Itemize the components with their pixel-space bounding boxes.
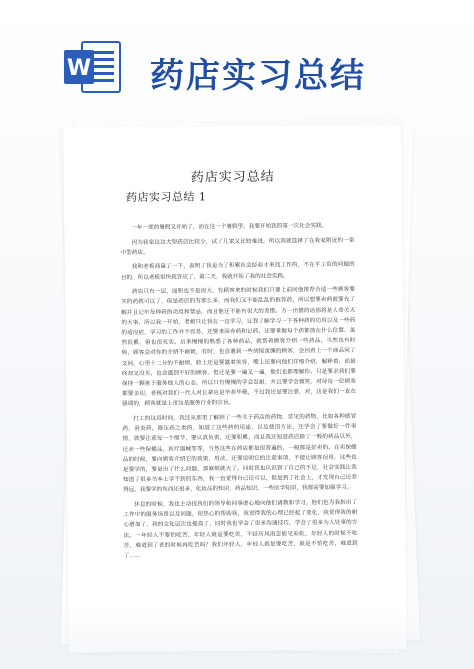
document-body <box>120 221 358 566</box>
document-page <box>63 124 406 653</box>
paragraph: 药店只有一层，面积也不是很大，有顾客来的时候我们只要上前问他推荐合适一些顾客要买的药就可以了，但是药店的有那么多，而我们又不能乱乱的推荐药，所以想要卖药就要先了解并且记牢每种药的功用和禁忌，而且他还不能有很大的差错。方一出错的话那将是人命关天的大事，所以我一开始，老板只让我在一边学习，让我了解学习一下各种药的功用以及一些药的适应症，学习的工作并不容易，还要来回奔药和记药，还要掌握每个药都放在什么位置。虽然很累，但也很充实。后来慢慢的熟悉了各种药品，就帮着顾客介绍一些药品。当然也有时候，顾客会对你的介绍不耐烦，有时，也会遇到一些胡搅蛮缠的顾客，会因着上一个商品问了又问，心里十二分的不耐烦，脸上还是要露着笑容，嘴上还要向他们详细介绍，解释着，而最终却又没买，也会遇到不好的顾客。但还是要一遍又一遍，他们也都理解你。只是要求我们要保持一颗善于服务他人的心态，所以只有慢慢的学会忍耐，并且要学会微笑，对待每一位顾客都要亲切，老板对我们一代人对长辈应是毕恭毕敬，不过我还是要注意，对，这是我们一直在强调的，顾客就是上帝这是服务行业的宗旨。 <box>121 286 357 408</box>
document-subtitle: 药店实习总结 1 <box>125 190 207 205</box>
paragraph: 因为我家这边大型药店比较少，试了几家又比较难进，所以我就选择了在我家附近的一家中型药店。 <box>120 237 355 256</box>
document-title: 药店实习总结 <box>190 169 275 186</box>
word-icon <box>62 36 124 98</box>
header-banner <box>0 0 474 110</box>
paragraph: 我和老板商量了一下，表明了我是为了积累社会经验才来找工作的，不在乎工资的问题的目的，所以老板很快就答应了，第二天，我就开始了我的社会实践。 <box>120 262 355 281</box>
paragraph: 休息的时候，我也主动找我们的领导和同事虚心地向他们请教和学习，他们也为我指出了工作中的服务场景以及问题，很热心的帮助我，我觉得我的心理已经起了变化，我觉得我的耐心增加了，我的文化层次也提高了，同时我也学会了很多沟通技巧，学会了很多为人处事的方法。一年轻人不要怕吃苦，年轻人就是要吃苦，不经历风雨怎能见彩虹，年轻人的时候不吃苦，难道到了老的时候再吃苦吗？我们年轻人，年轻人就是要吃苦，就是不怕吃苦，难道到了…… <box>123 499 358 560</box>
paragraph: 一年一度的暑假又开始了，而在这一个暑假里，我要开始我的第一次社会实践。 <box>131 223 328 232</box>
svg-text:W: W <box>66 56 92 81</box>
header-title: 药店实习总结 <box>150 56 366 96</box>
paragraph: 打工的这段时间，我还从那里了解到了一些关于药店的药物，常见的药物，比如各种感冒药，消炎药，降压药之类的，知道了这些药的用途，以及使用方法，还学会了要做好一件事情，就要注意每一个细节，要认真负责，还要积累。而且我还知道药店除了一般的药品以外，还卖一些保健品，医疗器械等等，当然这些在药店都是很普遍的，一般都是好卖的。在卖保健品的时候，要向顾客介绍它的效果，用法，还要说明它的注意事项，不能让顾客误用，这些也是要学的，要是出了什么问题，那麻烦就大了。同时我也认识到了自己的不足，社会实践让我知道了很多书本上学不到的东西，我一直觉得自己还可以，但是到了社会上，才发现自己还差得远，我要学的东西还很多，化妆品的知识，药品知识，一些医学知识，我都需要加强学习。 <box>122 413 357 494</box>
bottom-fade <box>0 609 474 669</box>
